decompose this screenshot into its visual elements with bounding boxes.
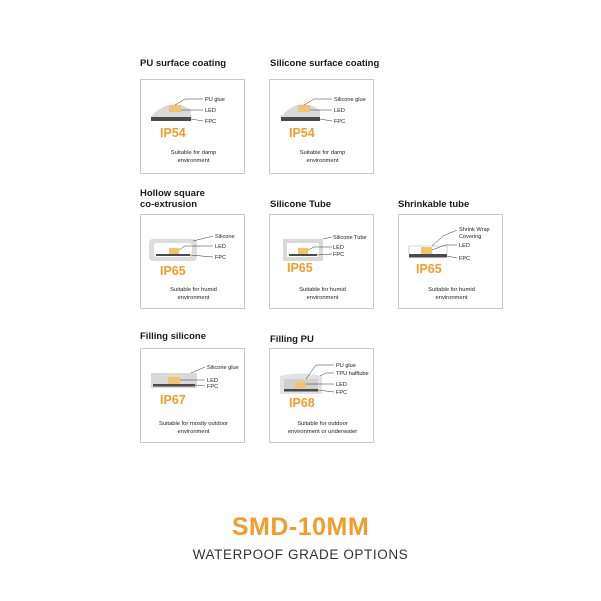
label-led: LED	[215, 244, 226, 250]
leader-line	[191, 367, 205, 373]
card-shrinkable-tube	[398, 214, 503, 309]
fpc-strip	[281, 117, 320, 121]
product-subtitle: WATERPOOF GRADE OPTIONS	[192, 547, 409, 562]
label-silicone-glue: Silicone glue	[207, 365, 239, 371]
label-led: LED	[207, 378, 218, 384]
leader-line	[175, 99, 203, 105]
led-chip	[298, 105, 310, 112]
diagram-filling-silicone	[141, 349, 246, 444]
diagram-pu-surface-coating	[141, 80, 246, 175]
led-chip	[169, 105, 181, 112]
desc-line-1: Suitable for damp	[299, 150, 346, 156]
label-fpc: FPC	[334, 119, 346, 125]
leader-line	[304, 99, 332, 105]
diagram-filling-pu	[270, 349, 375, 444]
card-silicone-tube	[269, 214, 374, 309]
fpc-strip	[153, 384, 195, 387]
label-fpc: FPC	[333, 252, 345, 258]
leader-line	[191, 119, 203, 121]
desc-line-1: Suitable for mostly outdoor	[159, 421, 228, 427]
leader-line	[193, 236, 213, 241]
card-hollow-square	[140, 214, 245, 309]
ip-rating: IP54	[160, 126, 186, 140]
ip-rating: IP68	[289, 396, 315, 410]
card-title-hollow-square: Hollow square co-extrusion	[140, 188, 205, 210]
card-title-pu-surface-coating: PU surface coating	[140, 58, 227, 69]
card-pu-surface-coating	[140, 79, 245, 174]
desc-line-2: environment	[435, 295, 468, 301]
label-covering: Covering	[459, 234, 482, 240]
label-led: LED	[336, 382, 347, 388]
card-filling-silicone	[140, 348, 245, 443]
led-chip	[168, 377, 180, 384]
desc-line-1: Suitable for damp	[170, 150, 217, 156]
label-silicone-glue: Silicone glue	[334, 97, 366, 103]
ip-rating: IP65	[416, 262, 442, 276]
fpc-strip	[156, 254, 190, 256]
desc-line-2: environment or underwater	[287, 429, 358, 435]
card-title-silicone-tube: Silicone Tube	[270, 199, 332, 210]
desc-line-2: environment	[177, 158, 210, 164]
label-led: LED	[459, 243, 470, 249]
label-fpc: FPC	[215, 255, 227, 261]
label-fpc: FPC	[459, 256, 471, 262]
ip-rating: IP67	[160, 393, 186, 407]
diagram-silicone-surface-coating	[270, 80, 375, 175]
diagram-silicone-tube	[270, 215, 375, 310]
leader-line	[320, 119, 332, 121]
label-pu-glue: PU glue	[336, 363, 356, 369]
desc-line-1: Suitable for humid	[428, 287, 475, 293]
fpc-strip	[289, 254, 317, 256]
led-chip	[421, 247, 432, 254]
fpc-strip	[409, 254, 447, 258]
desc-line-1: Suitable for humid	[299, 287, 346, 293]
fpc-strip	[284, 389, 318, 392]
label-silicone: Silicone	[215, 234, 235, 240]
label-pu-glue: PU glue	[205, 97, 225, 103]
label-silicone-tube: Silicone Tube	[333, 235, 367, 241]
label-tpu-halftube: TPU halftube	[336, 371, 369, 377]
ip-rating: IP54	[289, 126, 315, 140]
desc-line-2: environment	[177, 429, 210, 435]
diagram-shrinkable-tube	[399, 215, 504, 310]
card-filling-pu	[269, 348, 374, 443]
label-led: LED	[205, 108, 216, 114]
desc-line-1: Suitable for outdoor	[297, 421, 348, 427]
card-title-filling-silicone: Filling silicone	[140, 331, 206, 342]
label-shrink-wrap: Shrink Wrap	[459, 227, 490, 233]
label-led: LED	[333, 245, 344, 251]
led-chip	[298, 248, 308, 254]
label-fpc: FPC	[205, 119, 217, 125]
label-led: LED	[334, 108, 345, 114]
leader-line	[320, 373, 334, 376]
led-chip	[169, 248, 179, 254]
card-silicone-surface-coating	[269, 79, 374, 174]
leader-line	[432, 230, 457, 246]
leader-line	[323, 237, 332, 239]
led-chip	[295, 382, 306, 388]
desc-line-1: Suitable for humid	[170, 287, 217, 293]
label-fpc: FPC	[336, 390, 348, 396]
desc-line-2: environment	[306, 295, 339, 301]
desc-line-2: environment	[306, 158, 339, 164]
ip-rating: IP65	[287, 261, 313, 275]
diagram-hollow-square	[141, 215, 246, 310]
leader-line	[447, 256, 457, 258]
card-title-filling-pu: Filling PU	[270, 334, 314, 345]
card-title-shrinkable-tube: Shrinkable tube	[398, 199, 470, 210]
fpc-strip	[151, 117, 191, 121]
ip-rating: IP65	[160, 264, 186, 278]
label-fpc: FPC	[207, 384, 219, 390]
card-title-silicone-surface-coating: Silicone surface coating	[270, 58, 380, 69]
desc-line-2: environment	[177, 295, 210, 301]
product-title: SMD-10MM	[231, 513, 370, 541]
